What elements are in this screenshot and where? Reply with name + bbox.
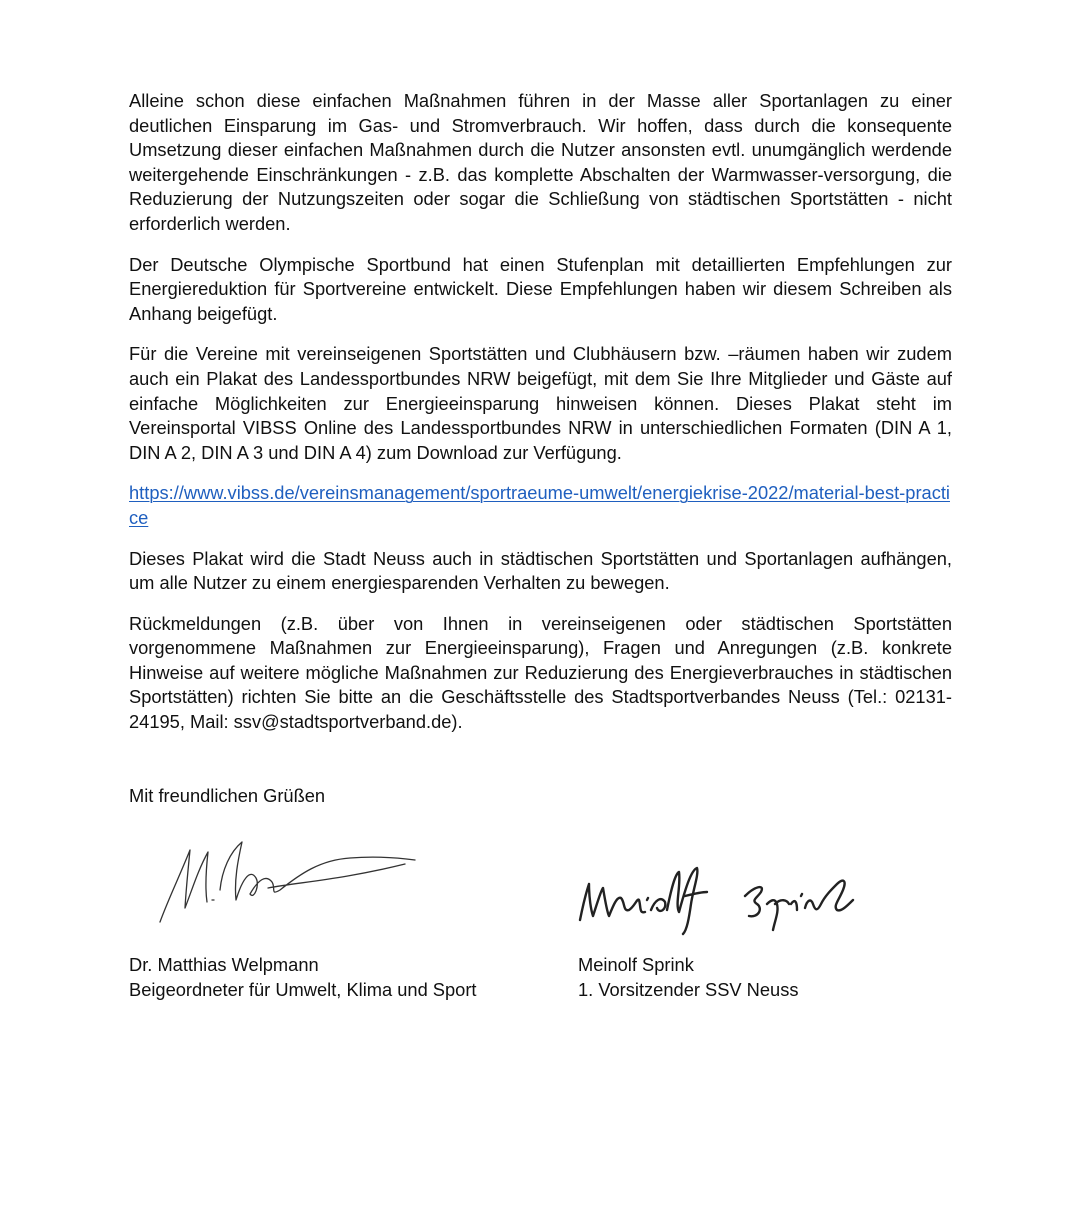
handwritten-signature-sprink bbox=[575, 860, 875, 940]
closing-greeting: Mit freundlichen Grüßen bbox=[129, 785, 326, 806]
signer-welpmann bbox=[129, 953, 477, 1002]
paragraph-feedback: Rückmeldungen (z.B. über von Ihnen in vereinseigenen oder städtischen Sportstätten vorgenommene Maßnahmen zur Energieeinsparung), Fragen und Anregungen (z.B. konkrete Hinweise auf weitere mögliche Maßnahmen zur Reduzierung des Energieverbrauches in städtischen Sportstätten) richten Sie bitte an die Geschäftsstelle des Stadtsportverbandes Neuss (Tel.: 02131-24195, Mail: ssv@stadtsportverband.de). bbox=[129, 612, 952, 733]
signer-name: Meinolf Sprink bbox=[578, 954, 694, 975]
handwritten-signature-welpmann bbox=[150, 830, 420, 930]
paragraph-poster: Für die Vereine mit vereinseigenen Sportstätten und Clubhäusern bzw. –räumen haben wir zudem auch ein Plakat des Landessportbundes NRW beigefügt, mit dem Sie Ihre Mitglieder und Gäste auf einfache Möglichkeiten zur Energieeinsparung hinweisen können. Dieses Plakat steht im Vereinsportal VIBSS Online des Landessportbundes NRW in unterschiedlichen Formaten (DIN A 1, DIN A 2, DIN A 3 und DIN A 4) zum Download zur Verfügung. bbox=[129, 343, 952, 463]
letter-body bbox=[129, 89, 952, 751]
signer-title: 1. Vorsitzender SSV Neuss bbox=[578, 978, 799, 1000]
paragraph-measures: Alleine schon diese einfachen Maßnahmen führen in der Masse aller Sportanlagen zu einer deutlichen Einsparung im Gas- und Stromverbrauch. Wir hoffen, dass durch die konsequente Umsetzung dieser einfachen Maßnahmen durch die Nutzer ansonsten evtl. unumgänglich werdende weitergehende Einschränkungen - z.B. das komplette Abschalten der Warmwasser-versorgung, die Reduzierung der Nutzungszeiten oder sogar die Schließung von städtischen Sportstätten - nicht erforderlich werden. bbox=[129, 90, 952, 234]
signer-name: Dr. Matthias Welpmann bbox=[129, 954, 319, 975]
paragraph-city-poster: Dieses Plakat wird die Stadt Neuss auch in städtischen Sportstätten und Sportanlagen aufhängen, um alle Nutzer zu einem energiesparenden Verhalten zu bewegen. bbox=[129, 547, 952, 594]
signer-title: Beigeordneter für Umwelt, Klima und Sport bbox=[129, 978, 477, 1000]
paragraph-link bbox=[129, 481, 952, 530]
paragraph-dosb-plan: Der Deutsche Olympische Sportbund hat einen Stufenplan mit detaillierten Empfehlungen zur Energiereduktion für Sportvereine entwickelt. Diese Empfehlungen haben wir diesem Schreiben als Anhang beigefügt. bbox=[129, 253, 952, 324]
signer-sprink bbox=[578, 953, 799, 1002]
vibss-link[interactable]: https://www.vibss.de/vereinsmanagement/sportraeume-umwelt/energiekrise-2022/material-best-practice bbox=[129, 482, 950, 528]
